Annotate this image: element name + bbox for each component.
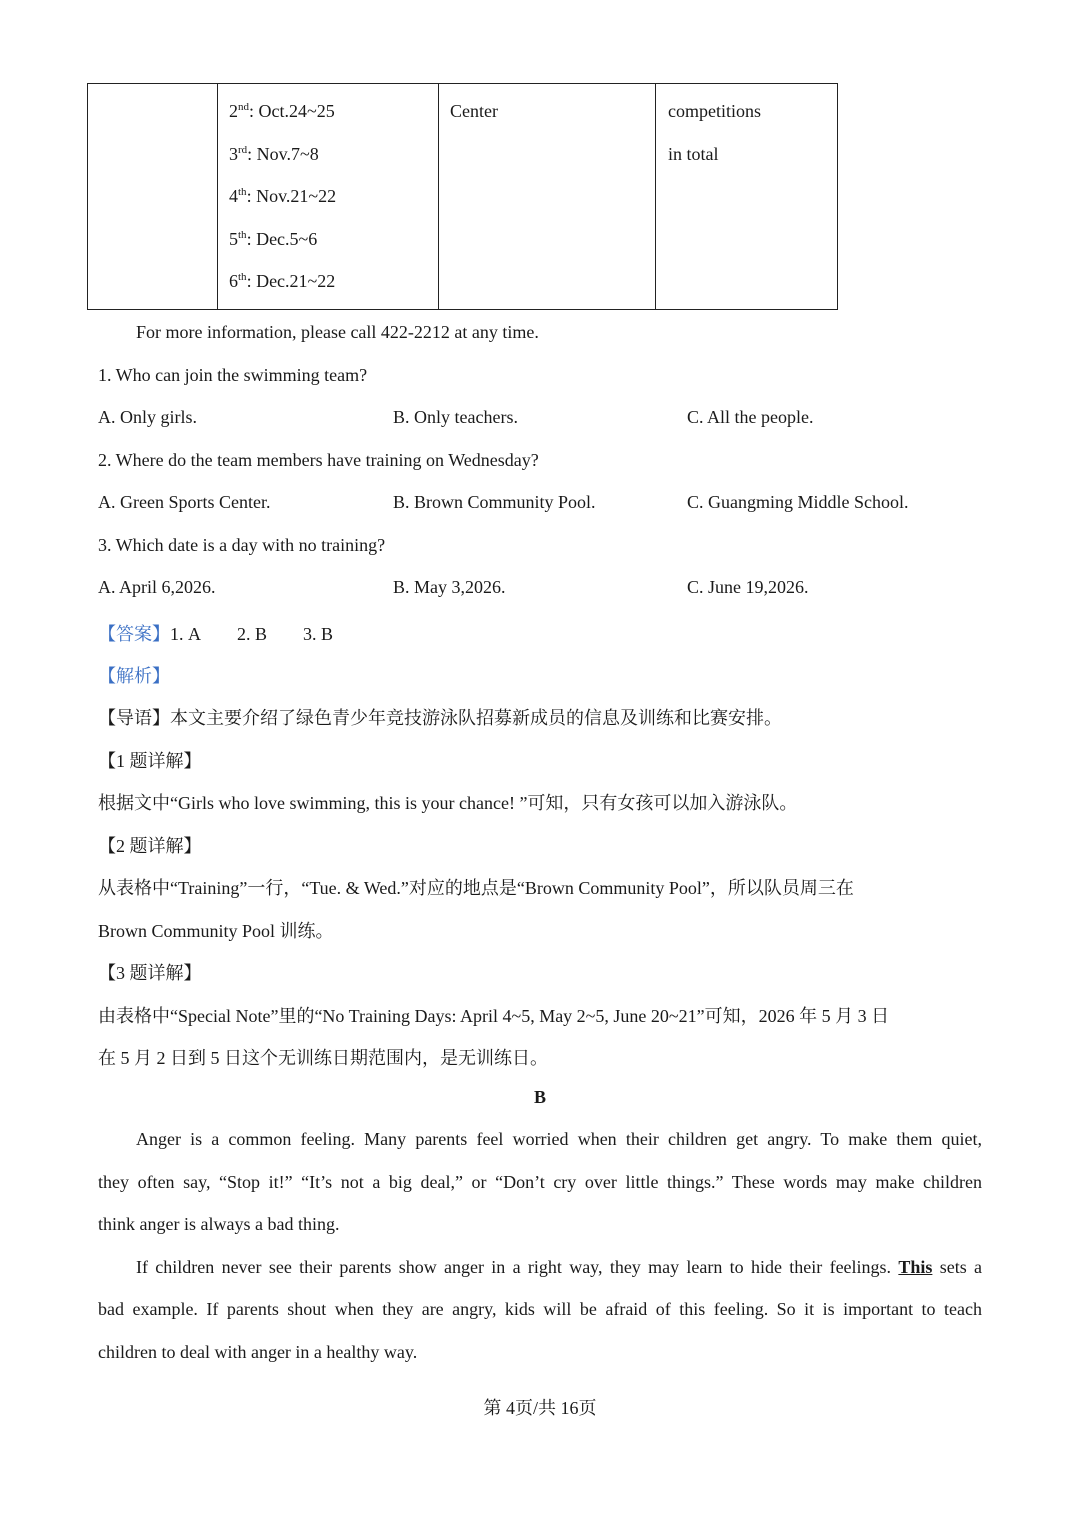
- question-1: 1. Who can join the swimming team?: [98, 365, 368, 385]
- detail-2-line-1: 从表格中“Training”一行，“Tue. & Wed.”对应的地点是“Brown Community Pool”，所以队员周三在: [98, 878, 854, 898]
- guide-text: 【导语】本文主要介绍了绿色青少年竞技游泳队招募新成员的信息及训练和比赛安排。: [98, 708, 782, 728]
- table-cell-empty: [88, 84, 218, 310]
- detail-2-line-2: Brown Community Pool 训练。: [98, 921, 334, 941]
- date-row-3: 3rd: Nov.7~8: [229, 144, 319, 164]
- detail-1-title: 【1 题详解】: [98, 751, 202, 771]
- section-heading: B: [533, 1087, 546, 1107]
- underlined-word: This: [898, 1257, 933, 1277]
- q3-option-c: C. June 19,2026.: [687, 577, 809, 597]
- passage-p1-line-1: Anger is a common feeling. Many parents feel worried when their children get angry. To make them quiet,: [136, 1129, 982, 1149]
- date-row-2: 2nd: Oct.24~25: [229, 101, 335, 121]
- q1-option-b: B. Only teachers.: [393, 407, 518, 427]
- passage-p2-line-2: bad example. If parents shout when they are angry, kids will be afraid of this feeling. So it is important to teach: [98, 1299, 982, 1319]
- info-line: For more information, please call 422-2212 at any time.: [136, 322, 539, 342]
- q2-option-c: C. Guangming Middle School.: [687, 492, 909, 512]
- q3-option-b: B. May 3,2026.: [393, 577, 506, 597]
- date-row-4: 4th: Nov.21~22: [229, 186, 337, 206]
- note-line-2: in total: [668, 144, 719, 164]
- detail-1-text: 根据文中“Girls who love swimming, this is your chance! ”可知，只有女孩可以加入游泳队。: [98, 793, 798, 813]
- analysis-label: 【解析】: [98, 666, 170, 686]
- q1-option-a: A. Only girls.: [98, 407, 197, 427]
- detail-3-line-2: 在 5 月 2 日到 5 日这个无训练日期范围内，是无训练日。: [98, 1048, 548, 1068]
- detail-2-title: 【2 题详解】: [98, 836, 202, 856]
- q3-option-a: A. April 6,2026.: [98, 577, 216, 597]
- answer-2: 2. B: [237, 624, 268, 644]
- answer-label: 【答案】: [98, 624, 170, 644]
- passage-p1-line-2: they often say, “Stop it!” “It’s not a big deal,” or “Don’t cry over little things.” These words may make children: [98, 1172, 982, 1192]
- question-2: 2. Where do the team members have training on Wednesday?: [98, 450, 539, 470]
- date-row-6: 6th: Dec.21~22: [229, 271, 336, 291]
- page-footer: 第 4页/共 16页: [483, 1398, 597, 1418]
- q1-option-c: C. All the people.: [687, 407, 814, 427]
- passage-p1-line-3: think anger is always a bad thing.: [98, 1214, 340, 1234]
- passage-p2-line-1: If children never see their parents show anger in a right way, they may learn to hide their feelings. This sets a: [136, 1257, 982, 1277]
- note-line-1: competitions: [668, 101, 761, 121]
- passage-p2-line-3: children to deal with anger in a healthy way.: [98, 1342, 418, 1362]
- place-text: Center: [450, 101, 498, 121]
- answer-3: 3. B: [303, 624, 334, 644]
- detail-3-line-1: 由表格中“Special Note”里的“No Training Days: April 4~5, May 2~5, June 20~21”可知，2026 年 5 月 3 日: [98, 1006, 890, 1026]
- date-row-5: 5th: Dec.5~6: [229, 229, 318, 249]
- answer-1: 1. A: [170, 624, 201, 644]
- answer-line: [98, 620, 333, 646]
- detail-3-title: 【3 题详解】: [98, 963, 202, 983]
- q2-option-a: A. Green Sports Center.: [98, 492, 271, 512]
- question-3: 3. Which date is a day with no training?: [98, 535, 386, 555]
- q2-option-b: B. Brown Community Pool.: [393, 492, 596, 512]
